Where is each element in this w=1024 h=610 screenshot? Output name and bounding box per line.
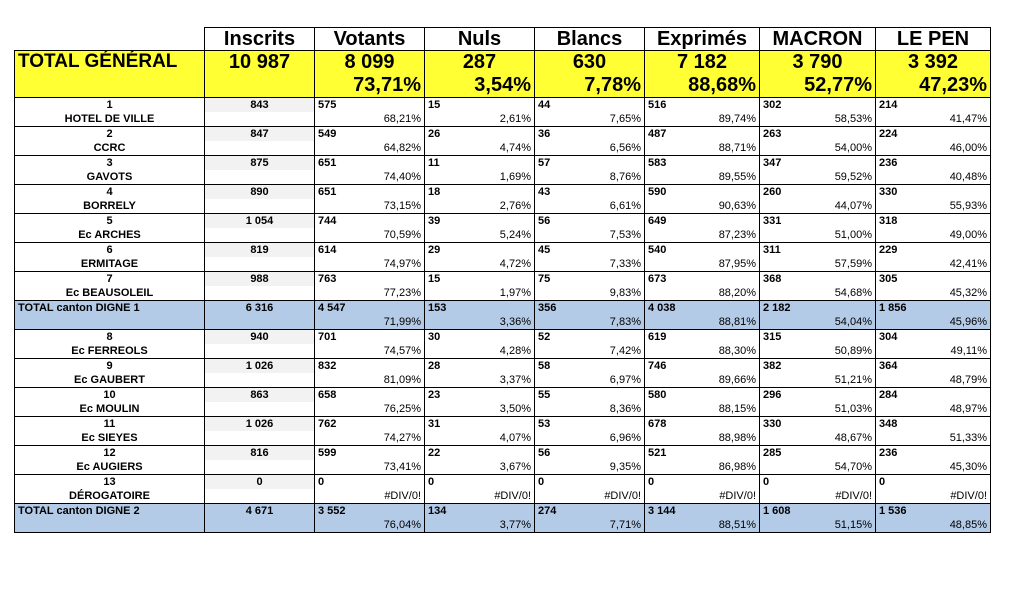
inscrits-pct-empty xyxy=(205,141,315,156)
nuls-count: 30 xyxy=(425,330,535,345)
macron-count: 296 xyxy=(760,388,876,403)
nuls-pct: 1,69% xyxy=(425,170,535,185)
total-votants: 8 099 xyxy=(315,51,425,74)
bureau-number: 6 xyxy=(15,243,205,258)
subtotal-label: TOTAL canton DIGNE 1 xyxy=(15,301,205,316)
blancs-pct: 7,65% xyxy=(535,112,645,127)
subtotal-pct-row xyxy=(15,315,991,330)
macron-pct: 59,52% xyxy=(760,170,876,185)
nuls-count: 26 xyxy=(425,127,535,142)
exprimes-count: 4 038 xyxy=(645,301,760,316)
le-pen-count: 330 xyxy=(876,185,991,200)
macron-pct: 51,00% xyxy=(760,228,876,243)
exprimes-pct: 88,51% xyxy=(645,518,760,533)
votants-pct: 74,57% xyxy=(315,344,425,359)
bureau-counts-row xyxy=(15,127,991,142)
macron-pct: 44,07% xyxy=(760,199,876,214)
blancs-pct: 6,97% xyxy=(535,373,645,388)
subtotal-pct-row xyxy=(15,518,991,533)
nuls-pct: 2,61% xyxy=(425,112,535,127)
bureau-name: ERMITAGE xyxy=(15,257,205,272)
bureau-name: Ec SIEYES xyxy=(15,431,205,446)
votants-count: 575 xyxy=(315,98,425,113)
bureau-number: 8 xyxy=(15,330,205,345)
total-exprimes: 7 182 xyxy=(645,51,760,74)
bureau-number: 12 xyxy=(15,446,205,461)
inscrits-count: 843 xyxy=(205,98,315,113)
macron-count: 263 xyxy=(760,127,876,142)
bureau-pct-row xyxy=(15,402,991,417)
le-pen-pct: 51,33% xyxy=(876,431,991,446)
total-blancs: 630 xyxy=(535,51,645,74)
nuls-pct: 4,74% xyxy=(425,141,535,156)
votants-count: 651 xyxy=(315,156,425,171)
total-empty-cell xyxy=(205,73,315,98)
blancs-pct: 8,36% xyxy=(535,402,645,417)
blancs-count: 0 xyxy=(535,475,645,490)
exprimes-pct: 88,71% xyxy=(645,141,760,156)
le-pen-pct: 49,11% xyxy=(876,344,991,359)
exprimes-pct: 88,15% xyxy=(645,402,760,417)
macron-pct: 57,59% xyxy=(760,257,876,272)
corner-cell xyxy=(15,28,205,51)
macron-count: 347 xyxy=(760,156,876,171)
nuls-count: 15 xyxy=(425,272,535,287)
bureau-number: 5 xyxy=(15,214,205,229)
macron-count: 368 xyxy=(760,272,876,287)
exprimes-pct: 89,55% xyxy=(645,170,760,185)
nuls-count: 31 xyxy=(425,417,535,432)
le-pen-pct: #DIV/0! xyxy=(876,489,991,504)
bureau-name: Ec FERREOLS xyxy=(15,344,205,359)
subtotal-name-spacer xyxy=(15,315,205,330)
exprimes-pct: 88,20% xyxy=(645,286,760,301)
exprimes-pct: 89,66% xyxy=(645,373,760,388)
exprimes-pct: #DIV/0! xyxy=(645,489,760,504)
exprimes-count: 0 xyxy=(645,475,760,490)
blancs-pct: 7,53% xyxy=(535,228,645,243)
votants-pct: 73,41% xyxy=(315,460,425,475)
inscrits-count: 875 xyxy=(205,156,315,171)
inscrits-pct-empty xyxy=(205,315,315,330)
votants-count: 658 xyxy=(315,388,425,403)
bureau-pct-row xyxy=(15,431,991,446)
inscrits-count: 1 054 xyxy=(205,214,315,229)
inscrits-count: 6 316 xyxy=(205,301,315,316)
le-pen-count: 318 xyxy=(876,214,991,229)
bureau-name: Ec AUGIERS xyxy=(15,460,205,475)
le-pen-count: 284 xyxy=(876,388,991,403)
inscrits-pct-empty xyxy=(205,402,315,417)
nuls-count: 11 xyxy=(425,156,535,171)
total-blancs-pct: 7,78% xyxy=(535,73,645,98)
exprimes-count: 619 xyxy=(645,330,760,345)
bureau-counts-row xyxy=(15,388,991,403)
inscrits-count: 1 026 xyxy=(205,359,315,374)
exprimes-count: 678 xyxy=(645,417,760,432)
total-votants-pct: 73,71% xyxy=(315,73,425,98)
nuls-count: 134 xyxy=(425,504,535,519)
subtotal-counts-row xyxy=(15,301,991,316)
bureau-counts-row xyxy=(15,185,991,200)
le-pen-count: 236 xyxy=(876,446,991,461)
blancs-pct: 7,42% xyxy=(535,344,645,359)
le-pen-count: 229 xyxy=(876,243,991,258)
exprimes-pct: 88,81% xyxy=(645,315,760,330)
bureau-pct-row xyxy=(15,286,991,301)
bureau-pct-row xyxy=(15,344,991,359)
subtotal-name-spacer xyxy=(15,518,205,533)
inscrits-count: 863 xyxy=(205,388,315,403)
exprimes-count: 487 xyxy=(645,127,760,142)
bureau-pct-row xyxy=(15,373,991,388)
macron-count: 382 xyxy=(760,359,876,374)
le-pen-count: 0 xyxy=(876,475,991,490)
votants-count: 701 xyxy=(315,330,425,345)
results-table xyxy=(14,27,991,533)
bureau-pct-row xyxy=(15,112,991,127)
le-pen-pct: 45,96% xyxy=(876,315,991,330)
blancs-pct: #DIV/0! xyxy=(535,489,645,504)
subtotal-counts-row xyxy=(15,504,991,519)
le-pen-count: 224 xyxy=(876,127,991,142)
total-macron: 3 790 xyxy=(760,51,876,74)
votants-count: 0 xyxy=(315,475,425,490)
inscrits-pct-empty xyxy=(205,460,315,475)
nuls-pct: 3,50% xyxy=(425,402,535,417)
le-pen-pct: 45,30% xyxy=(876,460,991,475)
votants-pct: 64,82% xyxy=(315,141,425,156)
bureau-counts-row xyxy=(15,272,991,287)
subtotal-label: TOTAL canton DIGNE 2 xyxy=(15,504,205,519)
votants-pct: 73,15% xyxy=(315,199,425,214)
exprimes-count: 673 xyxy=(645,272,760,287)
blancs-count: 44 xyxy=(535,98,645,113)
total-general-label: TOTAL GÉNÉRAL xyxy=(15,51,205,74)
nuls-count: 23 xyxy=(425,388,535,403)
bureau-name: BORRELY xyxy=(15,199,205,214)
votants-pct: 74,27% xyxy=(315,431,425,446)
nuls-pct: 4,28% xyxy=(425,344,535,359)
bureau-name: Ec ARCHES xyxy=(15,228,205,243)
inscrits-pct-empty xyxy=(205,489,315,504)
nuls-pct: 2,76% xyxy=(425,199,535,214)
total-nuls-pct: 3,54% xyxy=(425,73,535,98)
votants-count: 763 xyxy=(315,272,425,287)
header-exprimes: Exprimés xyxy=(645,28,760,51)
bureau-counts-row xyxy=(15,475,991,490)
bureau-counts-row xyxy=(15,214,991,229)
inscrits-pct-empty xyxy=(205,228,315,243)
exprimes-count: 540 xyxy=(645,243,760,258)
total-pct-blank xyxy=(15,73,205,98)
header-row xyxy=(15,28,991,51)
header-nuls: Nuls xyxy=(425,28,535,51)
bureau-number: 2 xyxy=(15,127,205,142)
bureau-pct-row xyxy=(15,170,991,185)
macron-pct: 51,21% xyxy=(760,373,876,388)
bureau-pct-row xyxy=(15,199,991,214)
nuls-pct: 4,07% xyxy=(425,431,535,446)
le-pen-pct: 40,48% xyxy=(876,170,991,185)
total-general-counts-row xyxy=(15,51,991,74)
exprimes-pct: 86,98% xyxy=(645,460,760,475)
header-blancs: Blancs xyxy=(535,28,645,51)
le-pen-count: 305 xyxy=(876,272,991,287)
macron-count: 302 xyxy=(760,98,876,113)
le-pen-pct: 48,79% xyxy=(876,373,991,388)
exprimes-pct: 89,74% xyxy=(645,112,760,127)
exprimes-count: 516 xyxy=(645,98,760,113)
bureau-number: 10 xyxy=(15,388,205,403)
votants-pct: 74,97% xyxy=(315,257,425,272)
votants-pct: 77,23% xyxy=(315,286,425,301)
macron-count: 0 xyxy=(760,475,876,490)
nuls-pct: 4,72% xyxy=(425,257,535,272)
votants-pct: #DIV/0! xyxy=(315,489,425,504)
macron-count: 260 xyxy=(760,185,876,200)
exprimes-pct: 90,63% xyxy=(645,199,760,214)
nuls-count: 29 xyxy=(425,243,535,258)
bureau-number: 13 xyxy=(15,475,205,490)
nuls-count: 153 xyxy=(425,301,535,316)
blancs-count: 274 xyxy=(535,504,645,519)
votants-count: 4 547 xyxy=(315,301,425,316)
inscrits-count: 847 xyxy=(205,127,315,142)
bureau-number: 1 xyxy=(15,98,205,113)
inscrits-pct-empty xyxy=(205,373,315,388)
blancs-count: 356 xyxy=(535,301,645,316)
votants-pct: 81,09% xyxy=(315,373,425,388)
bureau-counts-row xyxy=(15,243,991,258)
exprimes-count: 746 xyxy=(645,359,760,374)
bureau-counts-row xyxy=(15,98,991,113)
macron-count: 315 xyxy=(760,330,876,345)
votants-pct: 76,25% xyxy=(315,402,425,417)
bureau-number: 9 xyxy=(15,359,205,374)
nuls-count: 0 xyxy=(425,475,535,490)
nuls-count: 15 xyxy=(425,98,535,113)
bureau-pct-row xyxy=(15,228,991,243)
nuls-count: 18 xyxy=(425,185,535,200)
header-macron: MACRON xyxy=(760,28,876,51)
blancs-count: 56 xyxy=(535,446,645,461)
votants-count: 762 xyxy=(315,417,425,432)
nuls-count: 22 xyxy=(425,446,535,461)
votants-count: 744 xyxy=(315,214,425,229)
macron-pct: #DIV/0! xyxy=(760,489,876,504)
exprimes-count: 580 xyxy=(645,388,760,403)
le-pen-count: 348 xyxy=(876,417,991,432)
le-pen-pct: 48,97% xyxy=(876,402,991,417)
bureau-counts-row xyxy=(15,359,991,374)
exprimes-count: 521 xyxy=(645,446,760,461)
header-inscrits: Inscrits xyxy=(205,28,315,51)
total-general-pct-row xyxy=(15,73,991,98)
bureau-name: Ec MOULIN xyxy=(15,402,205,417)
bureau-counts-row xyxy=(15,330,991,345)
nuls-count: 39 xyxy=(425,214,535,229)
exprimes-count: 590 xyxy=(645,185,760,200)
inscrits-count: 890 xyxy=(205,185,315,200)
bureau-name: Ec BEAUSOLEIL xyxy=(15,286,205,301)
nuls-pct: 3,77% xyxy=(425,518,535,533)
le-pen-pct: 48,85% xyxy=(876,518,991,533)
votants-count: 3 552 xyxy=(315,504,425,519)
inscrits-pct-empty xyxy=(205,431,315,446)
nuls-count: 28 xyxy=(425,359,535,374)
inscrits-count: 988 xyxy=(205,272,315,287)
total-macron-pct: 52,77% xyxy=(760,73,876,98)
blancs-count: 36 xyxy=(535,127,645,142)
bureau-name: HOTEL DE VILLE xyxy=(15,112,205,127)
macron-count: 285 xyxy=(760,446,876,461)
blancs-pct: 7,33% xyxy=(535,257,645,272)
blancs-count: 43 xyxy=(535,185,645,200)
macron-count: 1 608 xyxy=(760,504,876,519)
bureau-pct-row xyxy=(15,489,991,504)
nuls-pct: 5,24% xyxy=(425,228,535,243)
blancs-count: 57 xyxy=(535,156,645,171)
inscrits-pct-empty xyxy=(205,518,315,533)
bureau-name: CCRC xyxy=(15,141,205,156)
bureau-number: 4 xyxy=(15,185,205,200)
le-pen-count: 304 xyxy=(876,330,991,345)
exprimes-pct: 87,95% xyxy=(645,257,760,272)
exprimes-pct: 87,23% xyxy=(645,228,760,243)
inscrits-pct-empty xyxy=(205,170,315,185)
bureau-number: 3 xyxy=(15,156,205,171)
total-nuls: 287 xyxy=(425,51,535,74)
le-pen-pct: 42,41% xyxy=(876,257,991,272)
blancs-pct: 6,56% xyxy=(535,141,645,156)
le-pen-pct: 49,00% xyxy=(876,228,991,243)
bureau-pct-row xyxy=(15,460,991,475)
blancs-count: 58 xyxy=(535,359,645,374)
header-le-pen: LE PEN xyxy=(876,28,991,51)
le-pen-pct: 46,00% xyxy=(876,141,991,156)
nuls-pct: 3,67% xyxy=(425,460,535,475)
votants-pct: 76,04% xyxy=(315,518,425,533)
inscrits-count: 816 xyxy=(205,446,315,461)
blancs-pct: 6,61% xyxy=(535,199,645,214)
votants-pct: 74,40% xyxy=(315,170,425,185)
macron-pct: 50,89% xyxy=(760,344,876,359)
blancs-pct: 6,96% xyxy=(535,431,645,446)
inscrits-count: 940 xyxy=(205,330,315,345)
le-pen-count: 1 536 xyxy=(876,504,991,519)
inscrits-count: 1 026 xyxy=(205,417,315,432)
bureau-counts-row xyxy=(15,446,991,461)
blancs-count: 55 xyxy=(535,388,645,403)
macron-pct: 51,03% xyxy=(760,402,876,417)
inscrits-pct-empty xyxy=(205,257,315,272)
votants-count: 614 xyxy=(315,243,425,258)
blancs-count: 52 xyxy=(535,330,645,345)
blancs-pct: 9,83% xyxy=(535,286,645,301)
bureau-name: Ec GAUBERT xyxy=(15,373,205,388)
votants-count: 549 xyxy=(315,127,425,142)
bureau-name: GAVOTS xyxy=(15,170,205,185)
bureau-counts-row xyxy=(15,417,991,432)
blancs-count: 75 xyxy=(535,272,645,287)
nuls-pct: 1,97% xyxy=(425,286,535,301)
total-inscrits: 10 987 xyxy=(205,51,315,74)
exprimes-count: 3 144 xyxy=(645,504,760,519)
votants-count: 832 xyxy=(315,359,425,374)
macron-pct: 54,68% xyxy=(760,286,876,301)
macron-count: 2 182 xyxy=(760,301,876,316)
blancs-count: 56 xyxy=(535,214,645,229)
total-le-pen-pct: 47,23% xyxy=(876,73,991,98)
exprimes-pct: 88,30% xyxy=(645,344,760,359)
inscrits-pct-empty xyxy=(205,112,315,127)
macron-pct: 58,53% xyxy=(760,112,876,127)
blancs-pct: 7,71% xyxy=(535,518,645,533)
bureau-pct-row xyxy=(15,141,991,156)
le-pen-pct: 45,32% xyxy=(876,286,991,301)
exprimes-count: 583 xyxy=(645,156,760,171)
votants-pct: 71,99% xyxy=(315,315,425,330)
inscrits-count: 4 671 xyxy=(205,504,315,519)
macron-pct: 54,70% xyxy=(760,460,876,475)
votants-pct: 70,59% xyxy=(315,228,425,243)
le-pen-count: 364 xyxy=(876,359,991,374)
le-pen-count: 1 856 xyxy=(876,301,991,316)
exprimes-pct: 88,98% xyxy=(645,431,760,446)
macron-count: 311 xyxy=(760,243,876,258)
bureau-pct-row xyxy=(15,257,991,272)
total-exprimes-pct: 88,68% xyxy=(645,73,760,98)
le-pen-count: 214 xyxy=(876,98,991,113)
nuls-pct: #DIV/0! xyxy=(425,489,535,504)
macron-pct: 48,67% xyxy=(760,431,876,446)
nuls-pct: 3,37% xyxy=(425,373,535,388)
votants-pct: 68,21% xyxy=(315,112,425,127)
inscrits-pct-empty xyxy=(205,286,315,301)
macron-count: 331 xyxy=(760,214,876,229)
bureau-number: 11 xyxy=(15,417,205,432)
le-pen-pct: 55,93% xyxy=(876,199,991,214)
blancs-pct: 8,76% xyxy=(535,170,645,185)
exprimes-count: 649 xyxy=(645,214,760,229)
total-le-pen: 3 392 xyxy=(876,51,991,74)
le-pen-pct: 41,47% xyxy=(876,112,991,127)
inscrits-pct-empty xyxy=(205,344,315,359)
header-votants: Votants xyxy=(315,28,425,51)
macron-pct: 51,15% xyxy=(760,518,876,533)
blancs-count: 53 xyxy=(535,417,645,432)
macron-count: 330 xyxy=(760,417,876,432)
le-pen-count: 236 xyxy=(876,156,991,171)
inscrits-pct-empty xyxy=(205,199,315,214)
votants-count: 651 xyxy=(315,185,425,200)
blancs-pct: 9,35% xyxy=(535,460,645,475)
blancs-count: 45 xyxy=(535,243,645,258)
inscrits-count: 0 xyxy=(205,475,315,490)
bureau-name: DÉROGATOIRE xyxy=(15,489,205,504)
inscrits-count: 819 xyxy=(205,243,315,258)
nuls-pct: 3,36% xyxy=(425,315,535,330)
macron-pct: 54,00% xyxy=(760,141,876,156)
macron-pct: 54,04% xyxy=(760,315,876,330)
bureau-counts-row xyxy=(15,156,991,171)
blancs-pct: 7,83% xyxy=(535,315,645,330)
votants-count: 599 xyxy=(315,446,425,461)
bureau-number: 7 xyxy=(15,272,205,287)
